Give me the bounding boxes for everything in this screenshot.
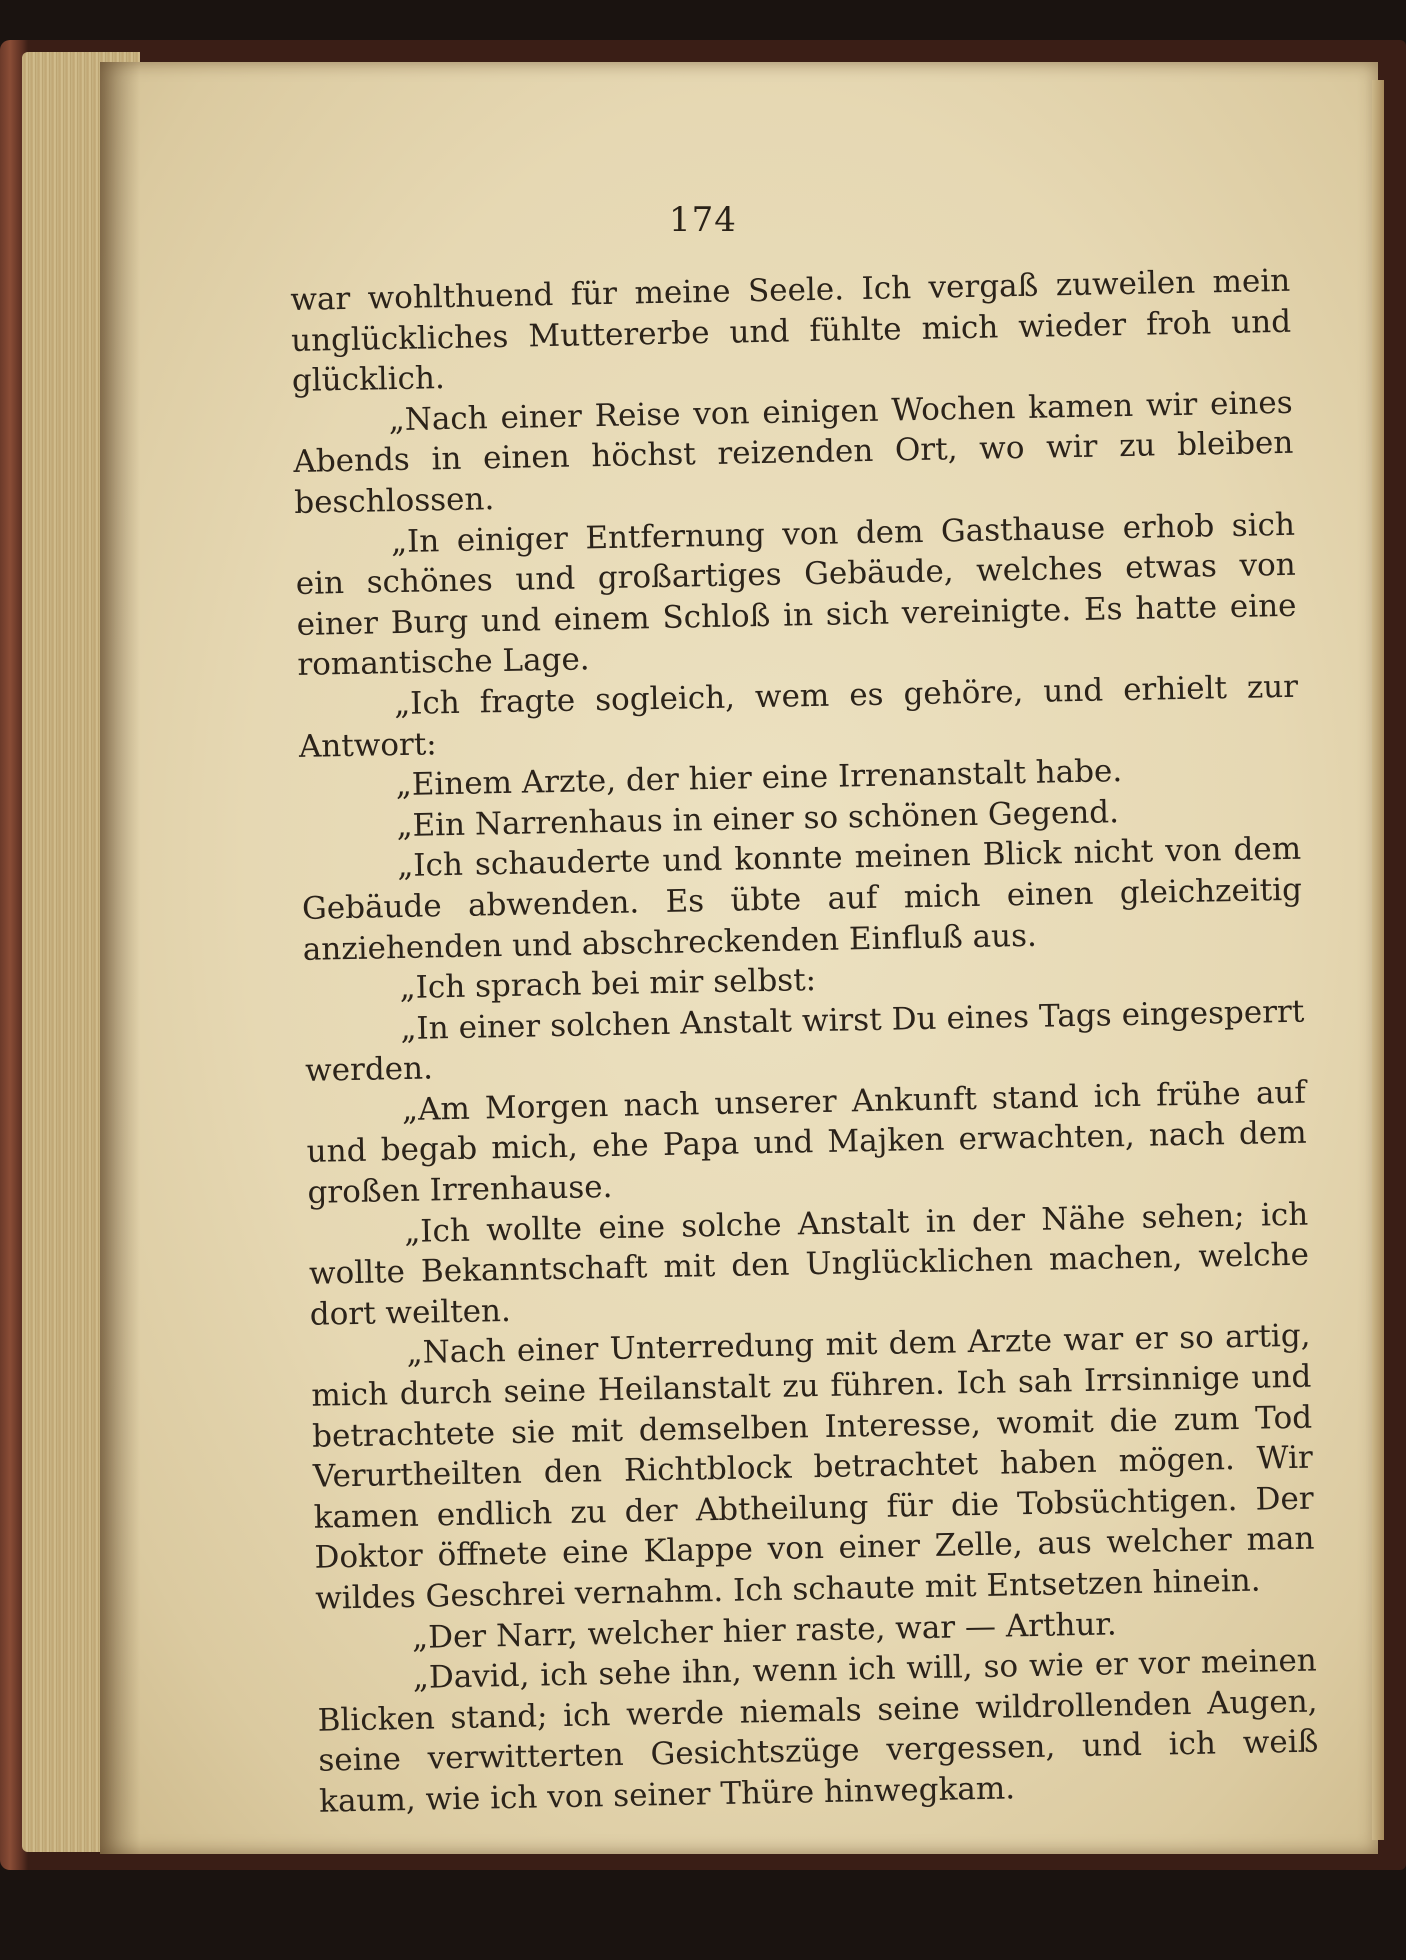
gutter-shadow bbox=[100, 62, 140, 1854]
paragraph: „Nach einer Unterredung mit dem Arzte war er so artig, mich durch seine Heilanstalt zu führen. Ich sah Irrsinnige und betrachtete sie mit demselben Interesse, womit die zum Tod Verurtheilten den Richtblock betrachtet haben mögen. Wir kamen endlich zu der Abtheilung für die Tobsüchtigen. Der Doktor öffnete eine Klappe von einer Zelle, aus welcher man wildes Geschrei vernahm. Ich schaute mit Entsetzen hinein. bbox=[311, 1318, 1315, 1617]
page-right-edge bbox=[1372, 80, 1384, 1840]
paragraph: „In einer solchen Anstalt wirst Du eines Tags eingesperrt werden. bbox=[304, 993, 1305, 1090]
paragraph: „Ich schauderte und konnte meinen Blick nicht von dem Gebäude abwenden. Es übte auf mich einen gleichzeitig anziehenden und abschreckenden Einfluß aus. bbox=[301, 831, 1303, 968]
paragraph: „Nach einer Reise von einigen Wochen kamen wir eines Abends in einen höchst reizenden Ort, wo wir zu bleiben beschlossen. bbox=[293, 384, 1294, 521]
paragraph: „Ich sprach bei mir selbst: bbox=[399, 962, 817, 1007]
page-number: 174 bbox=[669, 200, 737, 240]
paragraph: „David, ich sehe ihn, wenn ich will, so wie er vor meinen Blicken stand; ich werde niemals seine wildrollenden Augen, seine verwitterten Gesichtszüge vergessen, und ich weiß kaum, wie ich von seiner Thüre hinwegkam. bbox=[317, 1642, 1319, 1820]
paragraph: war wohlthuend für meine Seele. Ich vergaß zuweilen mein unglückliches Muttererbe und fühlte mich wieder froh und glücklich. bbox=[290, 262, 1292, 400]
paragraph: „Einem Arzte, der hier eine Irrenanstalt habe. bbox=[395, 753, 1123, 804]
paragraph: „Ein Narrenhaus in einer so schönen Gegend. bbox=[396, 793, 1120, 844]
paragraph: „In einiger Entfernung von dem Gasthause erhob sich ein schönes und großartiges Gebäude, welches etwas von einer Burg und einem Schloß in sich vereinigte. Es hatte eine romantische Lage. bbox=[295, 506, 1297, 684]
paragraph: „Am Morgen nach unserer Ankunft stand ich frühe auf und begab mich, ehe Papa und Majken erwachten, nach dem großen Irrenhause. bbox=[306, 1074, 1307, 1211]
paragraph: „Der Narr, welcher hier raste, war — Arthur. bbox=[411, 1605, 1117, 1656]
body-text bbox=[290, 261, 1319, 1822]
paragraph: „Ich fragte sogleich, wem es gehöre, und erhielt zur Antwort: bbox=[298, 668, 1299, 765]
paragraph: „Ich wollte eine solche Anstalt in der Nähe sehen; ich wollte Bekanntschaft mit den Unglücklichen machen, welche dort weilten. bbox=[308, 1196, 1310, 1333]
